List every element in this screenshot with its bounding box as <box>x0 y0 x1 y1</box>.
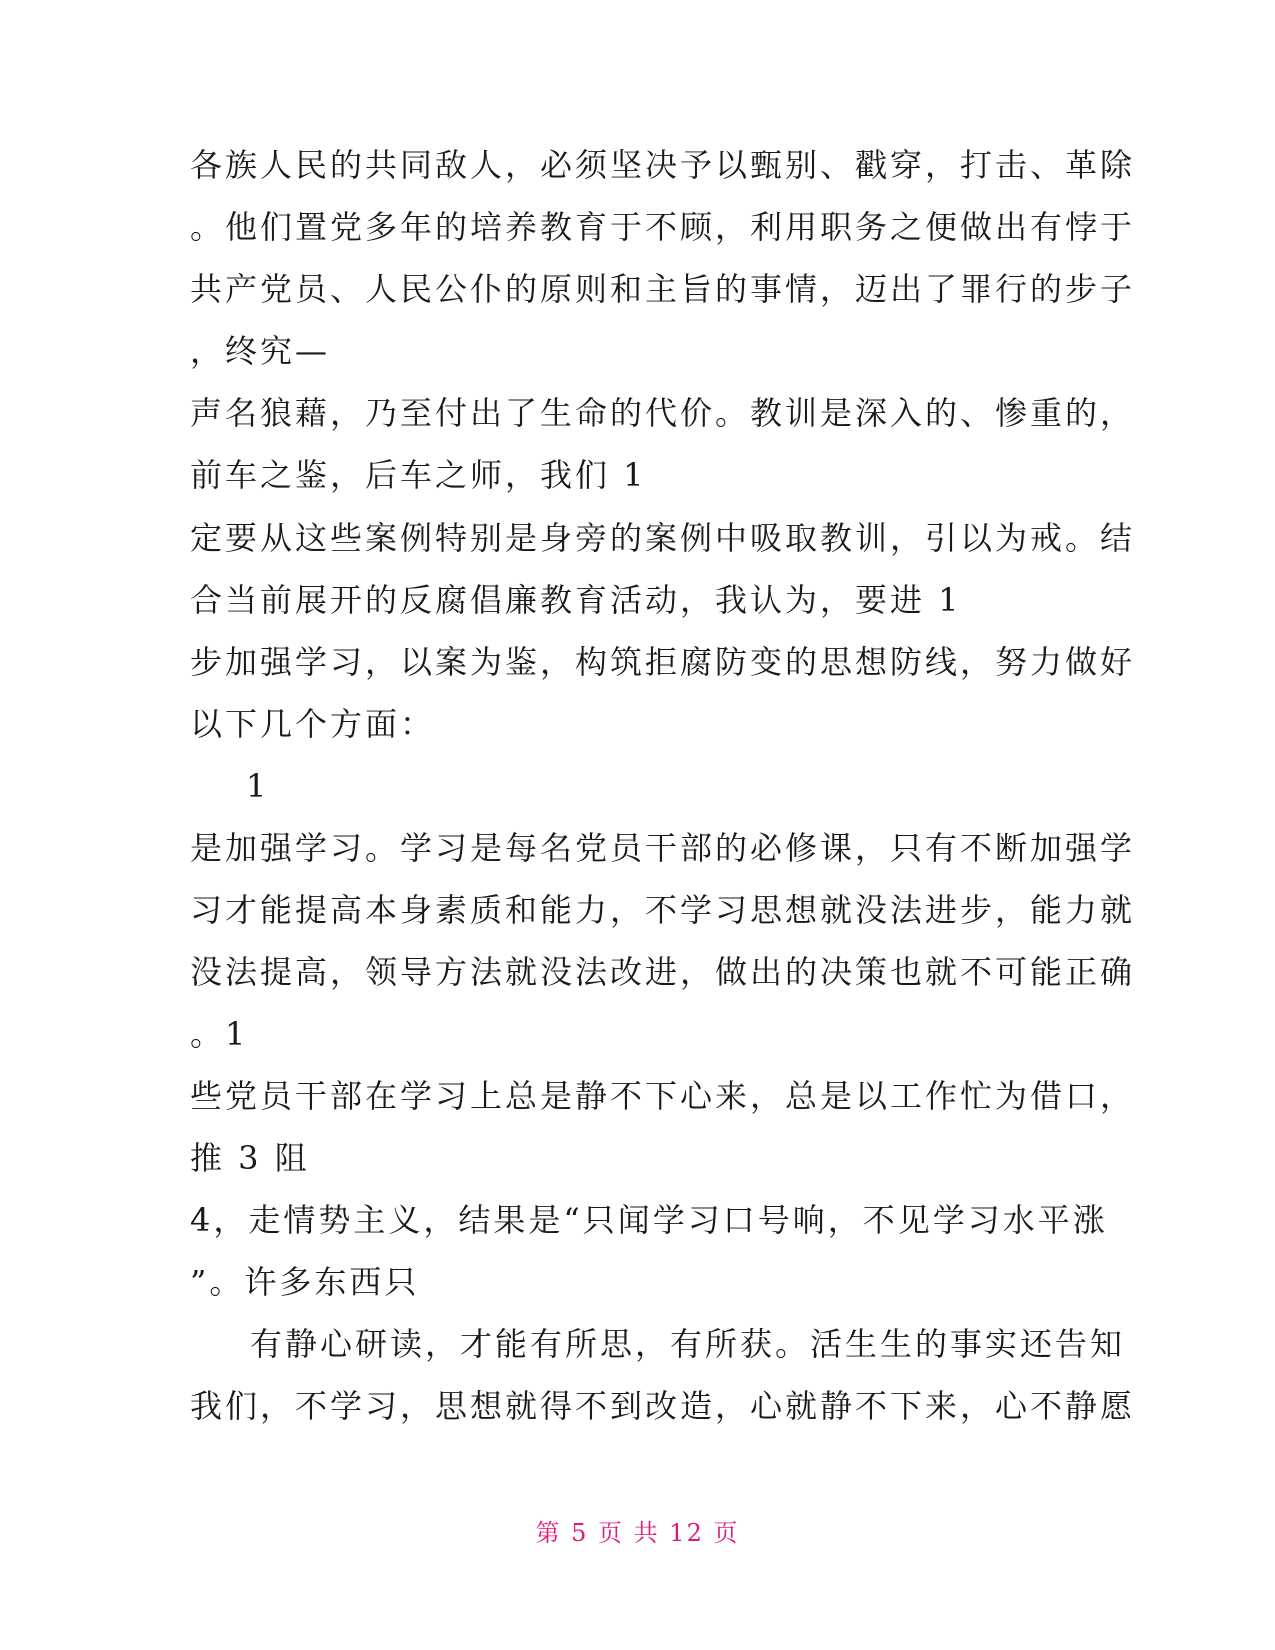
body-text-line: 有静心研读，才能有所思，有所获。活生生的事实还告知 <box>250 1325 1126 1363</box>
body-text-line: 推 3 阻 <box>190 1139 310 1177</box>
body-text-line: 我们，不学习，思想就得不到改造，心就静不下来，心不静愿 <box>190 1387 1136 1425</box>
body-text-line: 声名狼藉，乃至付出了生命的代价。教训是深入的、惨重的， <box>190 394 1136 432</box>
body-text-line: 习才能提高本身素质和能力，不学习思想就没法进步，能力就 <box>190 891 1136 929</box>
body-text-line: 合当前展开的反腐倡廉教育活动，我认为，要进 1 <box>190 581 962 619</box>
body-text-line: 以下几个方面： <box>190 705 436 743</box>
list-number: 1 <box>246 767 270 805</box>
body-text-line: 些党员干部在学习上总是静不下心来，总是以工作忙为借口， <box>190 1077 1136 1115</box>
body-text-line: 共产党员、人民公仆的原则和主旨的事情，迈出了罪行的步子 <box>190 270 1136 308</box>
body-text-line: 是加强学习。学习是每名党员干部的必修课，只有不断加强学 <box>190 829 1136 867</box>
body-text-line: 4，走情势主义，结果是“只闻学习口号响，不见学习水平涨 <box>190 1201 1108 1239</box>
body-text-line: ，终究— <box>190 332 331 370</box>
body-text-line: 各族人民的共同敌人，必须坚决予以甄别、戳穿，打击、革除 <box>190 146 1136 184</box>
body-text-line: ”。许多东西只 <box>190 1263 420 1301</box>
body-text-line: 。1 <box>190 1015 249 1053</box>
page-number-footer: 第 5 页 共 12 页 <box>535 1519 740 1547</box>
body-text-line: 前车之鉴，后车之师，我们 1 <box>190 456 647 494</box>
body-text-line: 定要从这些案例特别是身旁的案例中吸取教训，引以为戒。结 <box>190 519 1136 557</box>
body-text-line: 没法提高，领导方法就没法改进，做出的决策也就不可能正确 <box>190 953 1136 991</box>
body-text-line: 步加强学习，以案为鉴，构筑拒腐防变的思想防线，努力做好 <box>190 643 1136 681</box>
body-text-line: 。他们置党多年的培养教育于不顾，利用职务之便做出有悖于 <box>190 208 1136 246</box>
